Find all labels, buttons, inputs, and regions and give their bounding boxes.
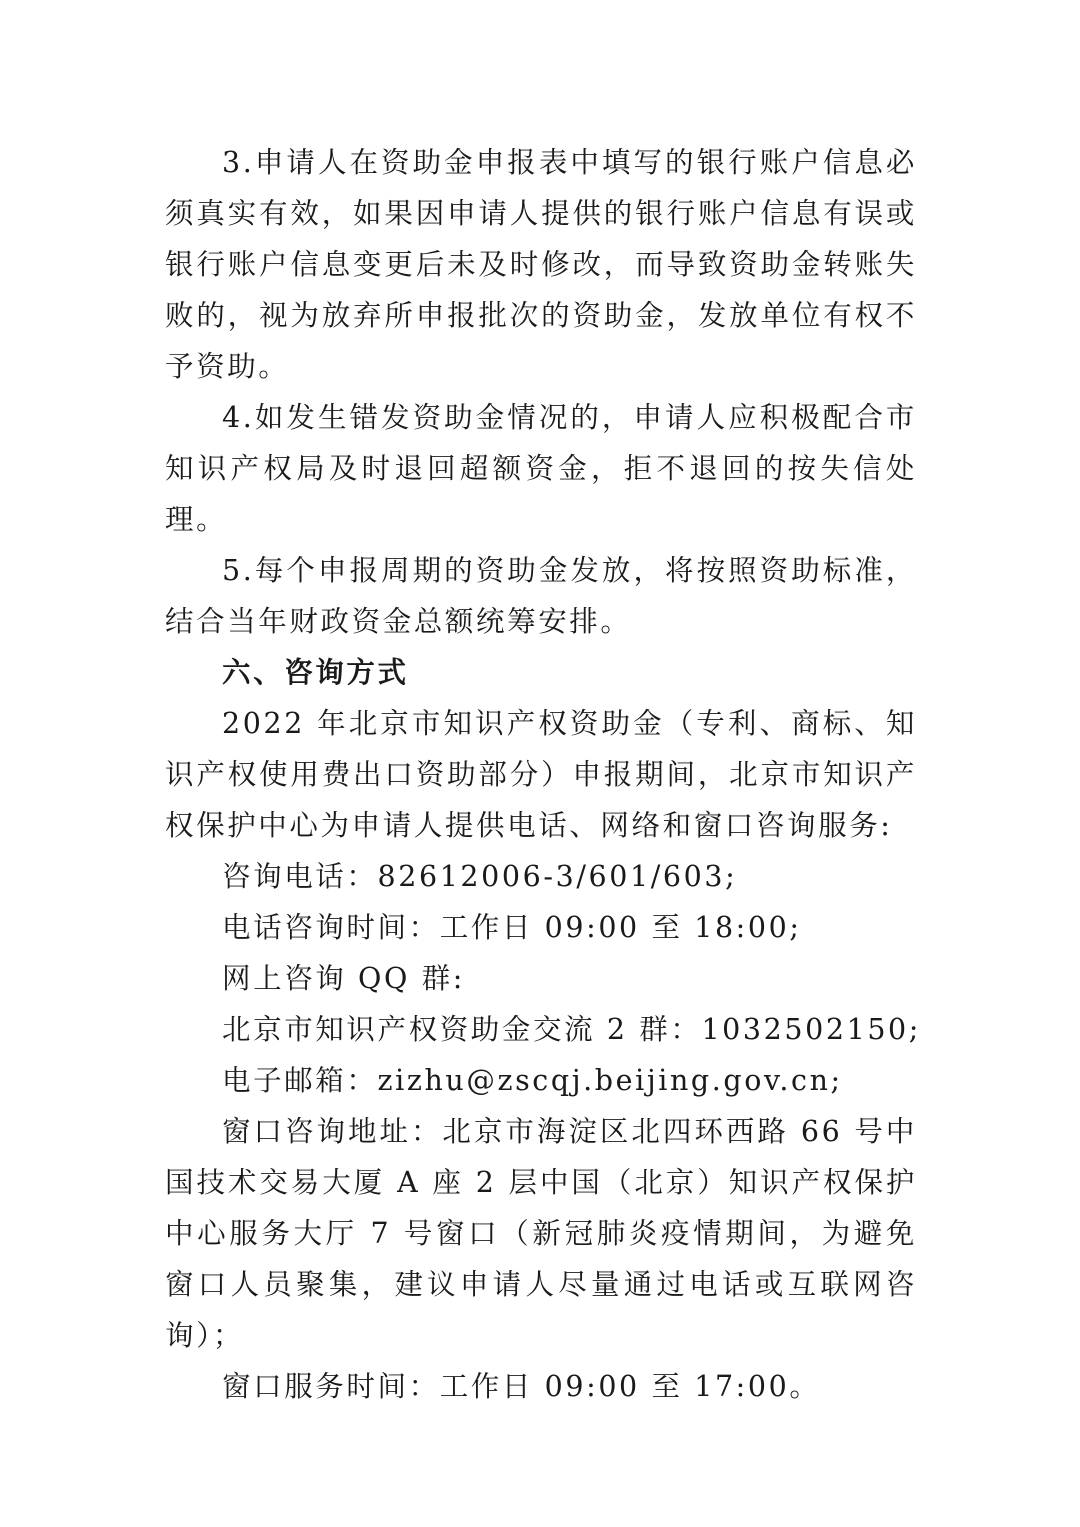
paragraph-consult-intro: 2022 年北京市知识产权资助金（专利、商标、知识产权使用费出口资助部分）申报期间，北京市知识产权保护中心为申请人提供电话、网络和窗口咨询服务: [165, 707, 917, 842]
consult-qq-group: 北京市知识产权资助金交流 2 群：1032502150; [222, 1013, 921, 1046]
consult-window-address: 窗口咨询地址：北京市海淀区北四环西路 66 号中国技术交易大厦 A 座 2 层中国（北京）知识产权保护中心服务大厅 7 号窗口（新冠肺炎疫情期间，为避免窗口人员聚集，建议申请人尽量通过电话或互联网咨询）； [165, 1115, 917, 1352]
consult-phone-hours: 电话咨询时间：工作日 09:00 至 18:00; [222, 911, 802, 944]
paragraph-misissued-funds: 4.如发生错发资助金情况的，申请人应积极配合市知识产权局及时退回超额资金，拒不退回的按失信处理。 [165, 401, 917, 536]
consult-qq-label: 网上咨询 QQ 群: [222, 962, 465, 995]
section-heading-consultation: 六、咨询方式 [222, 656, 409, 689]
consult-email: 电子邮箱：zizhu@zscqj.beijing.gov.cn; [222, 1064, 843, 1097]
consult-phone: 咨询电话：82612006-3/601/603; [222, 860, 738, 893]
paragraph-funding-schedule: 5.每个申报周期的资助金发放，将按照资助标准，结合当年财政资金总额统筹安排。 [165, 554, 917, 638]
document-body [165, 137, 921, 1412]
consult-window-hours: 窗口服务时间：工作日 09:00 至 17:00。 [222, 1370, 821, 1403]
paragraph-bank-account: 3.申请人在资助金申报表中填写的银行账户信息必须真实有效，如果因申请人提供的银行账户信息有误或银行账户信息变更后未及时修改，而导致资助金转账失败的，视为放弃所申报批次的资助金，发放单位有权不予资助。 [165, 146, 917, 383]
